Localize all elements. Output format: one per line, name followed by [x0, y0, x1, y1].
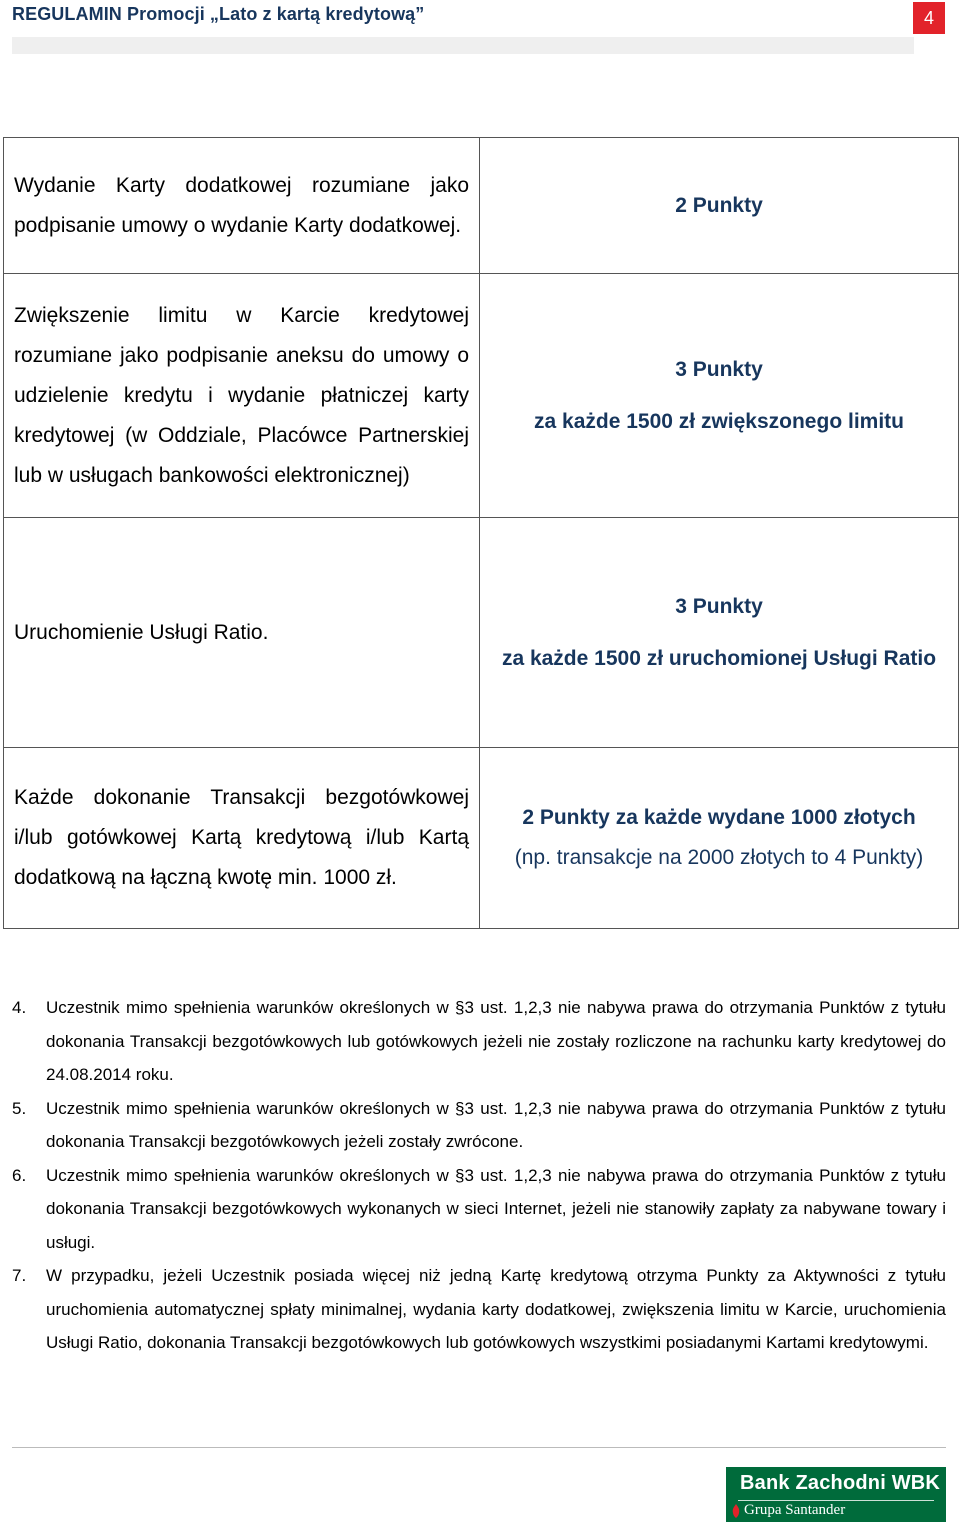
table-row	[4, 748, 959, 929]
condition-cell: Każde dokonanie Transakcji bezgotówkowej i/lub gotówkowej Kartą kredytową i/lub Kartą dodatkową na łączną kwotę min. 1000 zł.	[4, 748, 480, 929]
points-value: 2 Punkty	[675, 193, 763, 217]
page-number-badge: 4	[913, 2, 945, 34]
document-title: REGULAMIN Promocji „Lato z kartą kredytową”	[12, 4, 425, 24]
points-cell	[480, 518, 959, 748]
condition-cell: Zwiększenie limitu w Karcie kredytowej rozumiane jako podpisanie aneksu do umowy o udzielenie kredytu i wydanie płatniczej karty kredytowej (w Oddziale, Placówce Partnerskiej lub w usługach bankowości elektronicznej)	[4, 274, 480, 518]
list-item-text: Uczestnik mimo spełnienia warunków określonych w §3 ust. 1,2,3 nie nabywa prawa do otrzymania Punktów z tytułu dokonania Transakcji bezgotówkowych jeżeli zostały zwrócone.	[46, 1098, 946, 1151]
list-item-number: 5.	[12, 1098, 27, 1118]
points-value: 3 Punkty	[675, 594, 763, 618]
logo-divider	[738, 1500, 934, 1501]
points-cell	[480, 138, 959, 274]
list-item-text: Uczestnik mimo spełnienia warunków określonych w §3 ust. 1,2,3 nie nabywa prawa do otrzymania Punktów z tytułu dokonania Transakcji bezgotówkowych lub gotówkowych jeżeli nie zostały rozliczone na rachunku karty kredytowej do 24.08.2014 roku.	[46, 998, 946, 1084]
numbered-notes-list	[12, 991, 946, 1360]
list-item-text: W przypadku, jeżeli Uczestnik posiada więcej niż jedną Kartę kredytową otrzyma Punkty za Aktywności z tytułu uruchomienia automatycznej spłaty minimalnej, wydania karty dodatkowej, zwiększenia limitu w Karcie, uruchomienia Usługi Ratio, dokonania Transakcji bezgotówkowych lub gotówkowych wszystkimi posiadanymi Kartami kredytowymi.	[46, 1266, 946, 1352]
table-row	[4, 138, 959, 274]
logo-group-name: Grupa Santander	[744, 1502, 846, 1518]
table-row	[4, 518, 959, 748]
list-item	[12, 991, 946, 1092]
points-description: za każde 1500 zł zwiększonego limitu	[534, 409, 904, 433]
list-item	[12, 1159, 946, 1260]
flame-icon	[731, 1504, 741, 1518]
footer-divider	[12, 1447, 946, 1448]
list-item-number: 6.	[12, 1165, 27, 1185]
points-table	[3, 137, 959, 929]
condition-cell: Wydanie Karty dodatkowej rozumiane jako podpisanie umowy o wydanie Karty dodatkowej.	[4, 138, 480, 274]
header-divider-bar	[12, 37, 914, 54]
list-item-number: 4.	[12, 998, 27, 1017]
condition-cell: Uruchomienie Usługi Ratio.	[4, 518, 480, 748]
list-item-number: 7.	[12, 1266, 27, 1285]
list-item	[12, 1092, 946, 1159]
points-value: 3 Punkty	[675, 357, 763, 381]
points-description: (np. transakcje na 2000 złotych to 4 Punkty)	[514, 846, 924, 869]
points-description: za każde 1500 zł uruchomionej Usługi Ratio	[501, 646, 937, 670]
logo-bank-name: Bank Zachodni WBK	[740, 1472, 941, 1494]
list-item-text: Uczestnik mimo spełnienia warunków określonych w §3 ust. 1,2,3 nie nabywa prawa do otrzymania Punktów z tytułu dokonania Transakcji bezgotówkowych wykonanych w sieci Internet, jeżeli nie stanowiły zapłaty za nabywane towary i usługi.	[46, 1165, 946, 1252]
points-value: 2 Punkty za każde wydane 1000 złotych	[522, 806, 916, 829]
points-cell	[480, 274, 959, 518]
bank-logo	[726, 1467, 946, 1522]
list-item	[12, 1259, 946, 1360]
points-cell	[480, 748, 959, 929]
table-row	[4, 274, 959, 518]
